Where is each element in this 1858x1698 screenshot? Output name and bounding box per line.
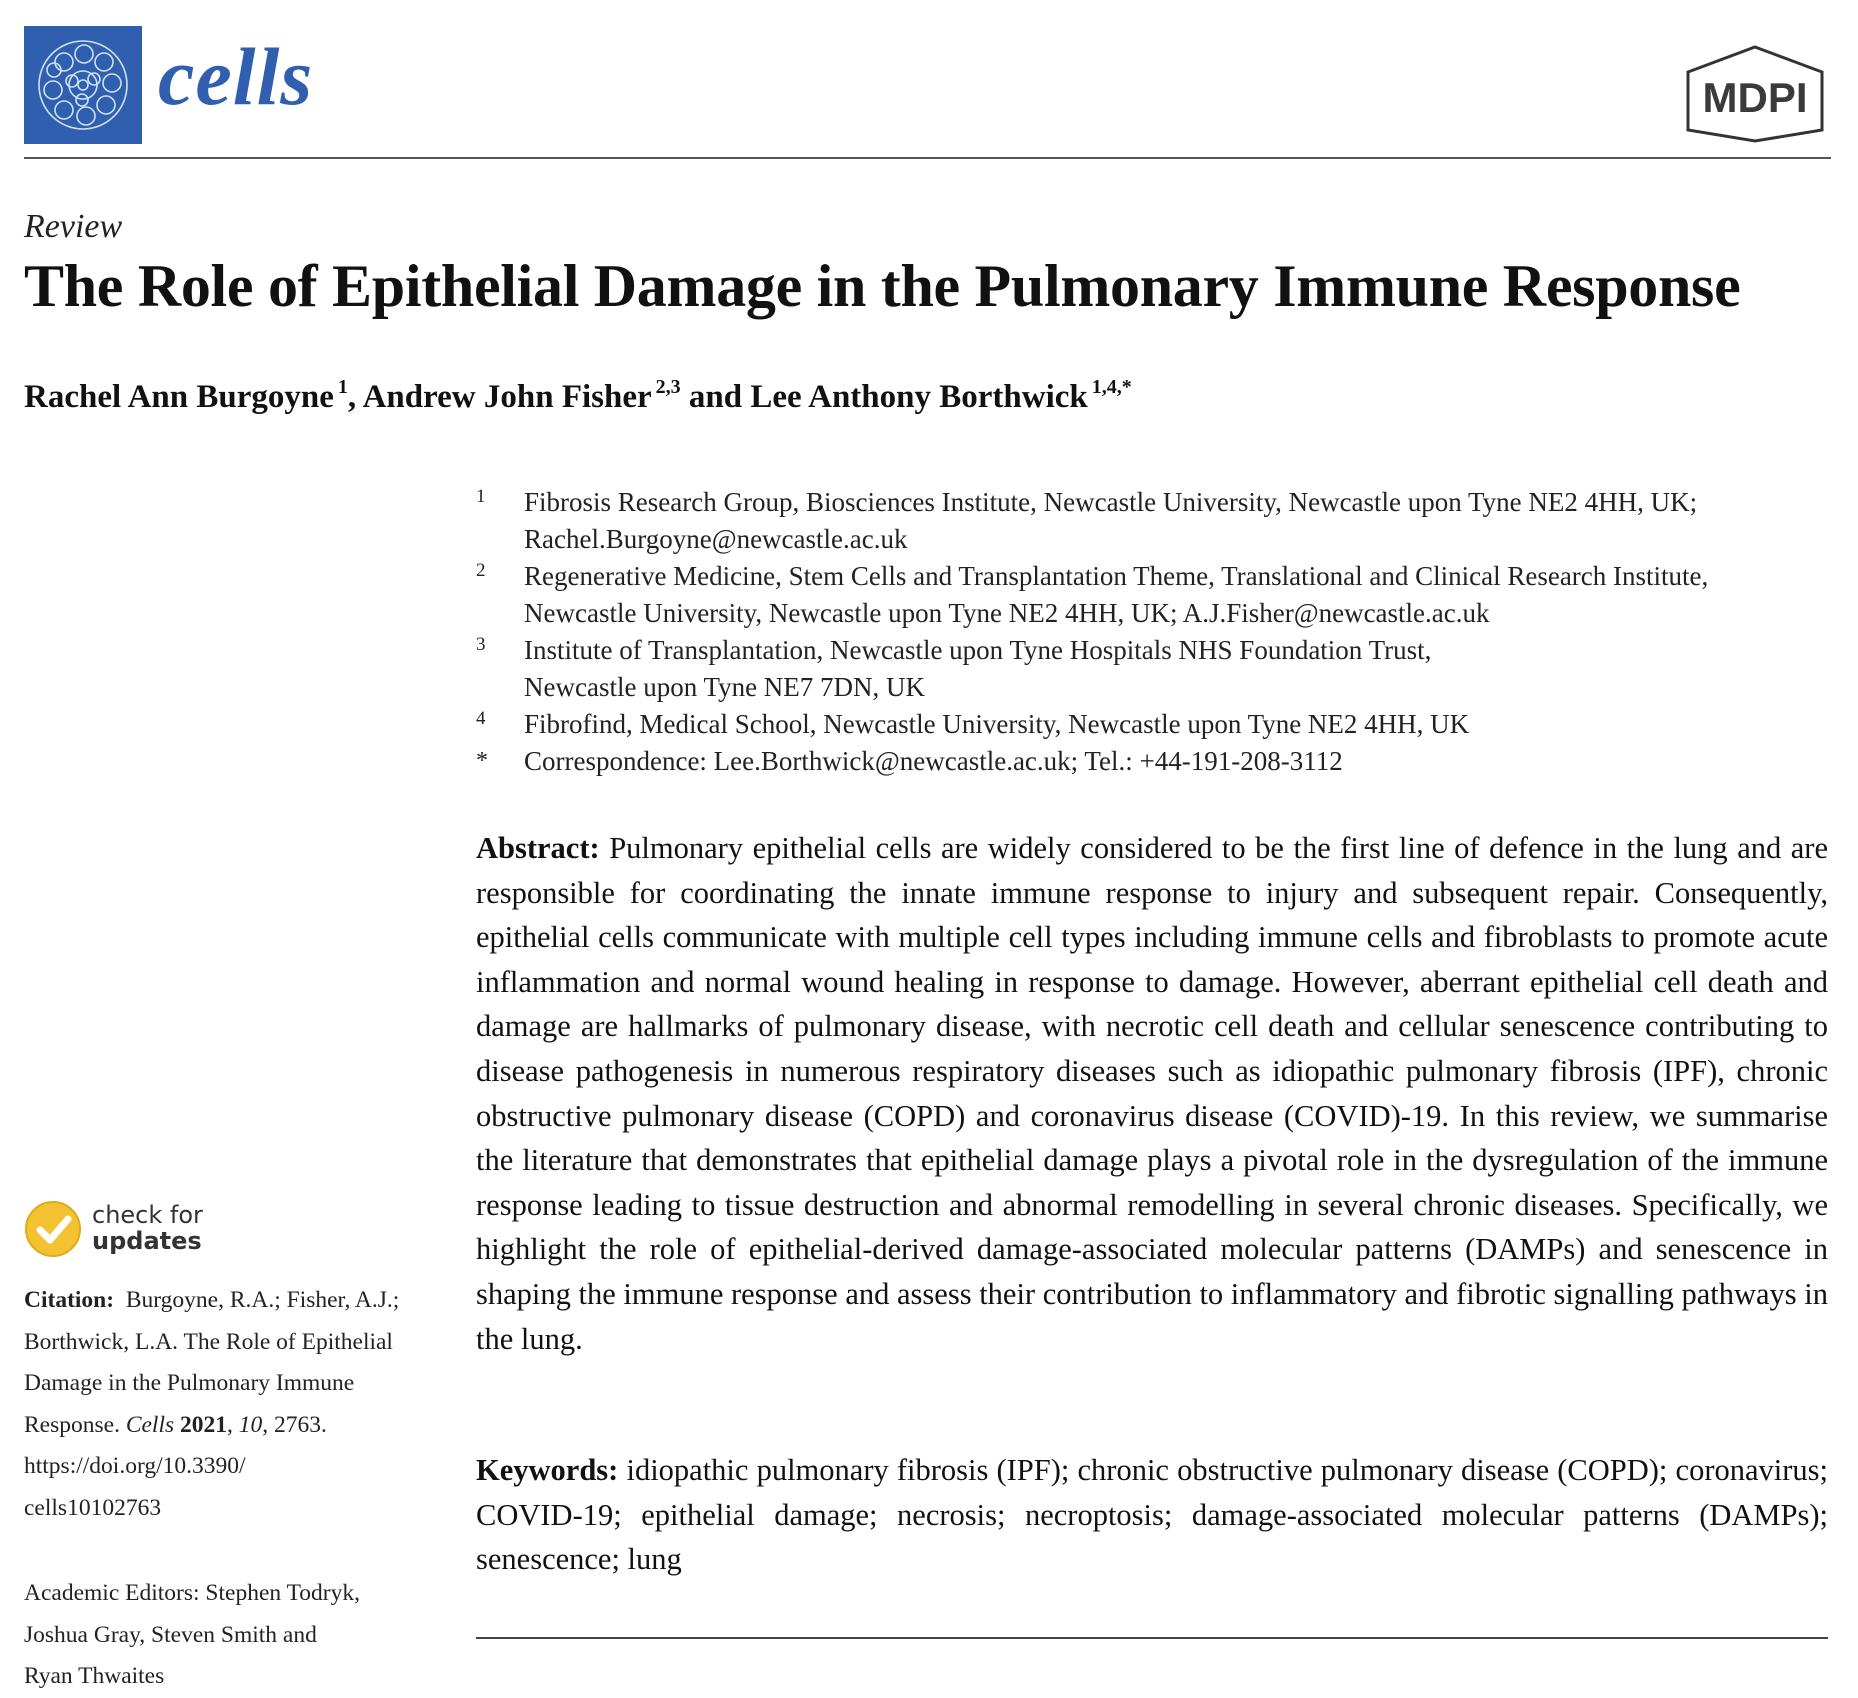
affiliation-number: 4 bbox=[476, 708, 486, 729]
citation-journal: Cells bbox=[125, 1411, 175, 1438]
citation-pages: , 2763. bbox=[262, 1411, 327, 1438]
affiliation-text: Newcastle upon Tyne NE7 7DN, UK bbox=[524, 672, 926, 702]
citation-doi-link[interactable]: https://doi.org/10.3390/ bbox=[24, 1453, 246, 1479]
affiliation-item bbox=[476, 558, 1836, 632]
journal-logo bbox=[24, 26, 142, 144]
citation-text: Burgoyne, R.A.; Fisher, A.J.; bbox=[125, 1287, 400, 1313]
publisher-logo bbox=[1682, 44, 1828, 144]
abstract-text: Pulmonary epithelial cells are widely considered to be the first line of defence in the lung and are responsible for coordinating the innate immune response to injury and subsequent repair. Consequently, epithelial cells communicate with multiple cell types including immune cells and fibroblasts to promote acute inflammation and normal wound healing in response to damage. However, aberrant epithelial cell death and damage are hallmarks of pulmonary disease, with necrotic cell death and cellular senescence contributing to disease pathogenesis in numerous respiratory diseases such as idiopathic pulmonary fibrosis (IPF), chronic obstructive pulmonary disease (COPD) and coronavirus disease (COVID)-19. In this review, we summarise the literature that demonstrates that epithelial damage plays a pivotal role in the dysregulation of the immune response leading to tissue destruction and abnormal remodelling in several chronic diseases. Specifically, we highlight the role of epithelial-derived damage-associated molecular patterns (DAMPs) and senescence in shaping the immune response and assess their contribution to inflammatory and fibrotic signalling pathways in the lung. bbox=[476, 831, 1828, 1356]
author-list bbox=[24, 376, 1132, 416]
affiliation-text: Fibrosis Research Group, Biosciences Institute, Newcastle University, Newcastle upon Tyne NE2 4HH, UK; bbox=[524, 487, 1698, 517]
author-name: Lee Anthony Borthwick bbox=[750, 379, 1088, 415]
citation-block: Citation: Burgoyne, R.A.; Fisher, A.J.; Borthwick, L.A. The Role of Epithelial Damage in the Pulmonary Immune Response. Cells 2021, 10, 2763. https://doi.org/10.3390/ cells10102763 bbox=[24, 1280, 444, 1529]
abstract bbox=[476, 826, 1828, 1361]
affiliations bbox=[476, 484, 1836, 780]
affiliation-text: Newcastle University, Newcastle upon Tyne NE2 4HH, UK; A.J.Fisher@newcastle.ac.uk bbox=[524, 598, 1490, 628]
academic-editors bbox=[24, 1573, 444, 1698]
citation-year: 2021 bbox=[180, 1411, 228, 1438]
correspondence-item bbox=[476, 743, 1836, 780]
author-name: Rachel Ann Burgoyne bbox=[24, 379, 334, 415]
affiliation-text: Fibrofind, Medical School, Newcastle University, Newcastle upon Tyne NE2 4HH, UK bbox=[524, 709, 1470, 739]
editors-text: Academic Editors: Stephen Todryk, bbox=[24, 1580, 360, 1606]
affiliation-number: 1 bbox=[476, 486, 486, 507]
affiliation-number: 2 bbox=[476, 560, 486, 581]
check-updates-line-bold: updates bbox=[92, 1227, 202, 1255]
check-updates-link[interactable] bbox=[92, 1202, 203, 1254]
author-name: Andrew John Fisher bbox=[362, 379, 652, 415]
author-separator: and bbox=[680, 379, 751, 415]
citation-label: Citation: bbox=[24, 1287, 115, 1313]
affiliation-item bbox=[476, 632, 1836, 706]
header-divider bbox=[24, 157, 1831, 159]
keywords-label: Keywords: bbox=[476, 1453, 619, 1487]
author-affiliation-marker: 1,4,* bbox=[1091, 376, 1132, 398]
citation-text: Damage in the Pulmonary Immune bbox=[24, 1370, 355, 1396]
check-updates-icon[interactable] bbox=[24, 1200, 82, 1258]
author-affiliation-marker: 1 bbox=[337, 376, 348, 398]
article-title: The Role of Epithelial Damage in the Pulmonary Immune Response bbox=[24, 253, 1741, 319]
affiliation-text: Regenerative Medicine, Stem Cells and Transplantation Theme, Translational and Clinical Research Institute, bbox=[524, 561, 1709, 591]
citation-volume: 10 bbox=[238, 1411, 263, 1438]
citation-text: Response. bbox=[24, 1411, 120, 1438]
correspondence-marker: * bbox=[476, 748, 488, 774]
journal-name: cells bbox=[158, 31, 314, 122]
citation-doi-link[interactable]: cells10102763 bbox=[24, 1494, 162, 1521]
citation-text: Borthwick, L.A. The Role of Epithelial bbox=[24, 1328, 393, 1355]
author-affiliation-marker: 2,3 bbox=[655, 376, 681, 398]
cell-cluster-icon bbox=[24, 26, 142, 144]
affiliation-text: Institute of Transplantation, Newcastle upon Tyne Hospitals NHS Foundation Trust, bbox=[524, 635, 1432, 665]
affiliation-email-link[interactable]: Rachel.Burgoyne@newcastle.ac.uk bbox=[524, 524, 908, 554]
editors-text: Joshua Gray, Steven Smith and bbox=[24, 1621, 317, 1648]
keywords-text: idiopathic pulmonary fibrosis (IPF); chronic obstructive pulmonary disease (COPD); coronavirus; COVID-19; epithelial damage; necrosis; necroptosis; damage-associated molecular patterns (DAMPs); senescence; lung bbox=[476, 1453, 1828, 1577]
check-updates-line: check for bbox=[92, 1201, 203, 1229]
affiliation-item bbox=[476, 484, 1836, 558]
affiliation-item bbox=[476, 706, 1836, 743]
correspondence-text: Correspondence: Lee.Borthwick@newcastle.ac.uk; Tel.: +44-191-208-3112 bbox=[524, 746, 1343, 776]
publisher-name: MDPI bbox=[1702, 74, 1808, 121]
article-type: Review bbox=[24, 208, 123, 245]
affiliation-number: 3 bbox=[476, 634, 486, 655]
keywords bbox=[476, 1448, 1828, 1582]
footer-divider bbox=[476, 1637, 1828, 1639]
author-separator: , bbox=[347, 379, 363, 415]
abstract-label: Abstract: bbox=[476, 831, 600, 865]
editors-text: Ryan Thwaites bbox=[24, 1663, 165, 1689]
